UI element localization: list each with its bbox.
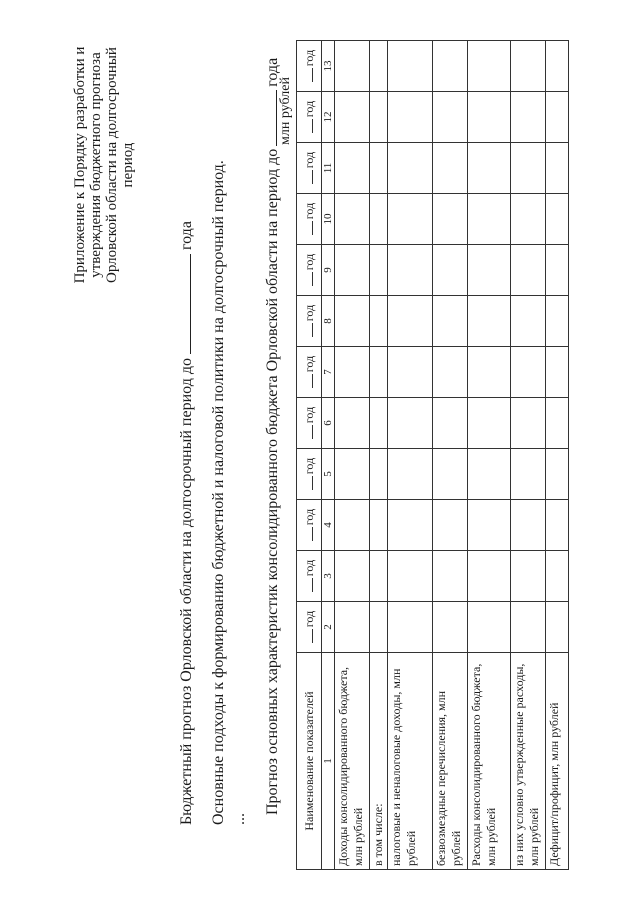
document-title-year-word: года [178,221,195,251]
forecast-year-blank [262,90,277,146]
column-number-row [322,41,335,870]
year-blank-underline [303,221,313,235]
table-cell [370,245,388,296]
table-cell [546,602,569,653]
table-cell [546,449,569,500]
row-label: Расходы консолидированного бюджета, млн рублей [468,653,511,870]
year-word: год [301,559,316,577]
appendix-line-3: Орловской области на долгосрочный [104,47,120,283]
row-label: из них условно утвержденные расходы, млн рублей [511,653,546,870]
table-cell [370,602,388,653]
column-number-cell: 7 [322,347,335,398]
document-title [176,85,196,825]
header-year-3 [297,551,322,602]
table-cell [511,398,546,449]
year-blank-underline [303,578,313,592]
row-label: в том числе: [370,653,388,870]
table-cell [370,92,388,143]
row-label: безвозмездные перечисления, млн рублей [433,653,468,870]
approaches-heading: Основные подходы к формированию бюджетной и налоговой политики на долгосрочный период. [210,160,227,825]
table-cell [433,194,468,245]
table-cell [388,449,433,500]
year-blank-underline [303,272,313,286]
table-cell [388,41,433,92]
table-cell [546,296,569,347]
table-cell [468,602,511,653]
forecast-table [296,40,569,870]
table-cell [468,449,511,500]
table-cell [335,245,370,296]
table-cell [511,602,546,653]
column-number-cell: 12 [322,92,335,143]
year-blank-underline [303,68,313,82]
table-cell [511,41,546,92]
table-cell [388,296,433,347]
table-cell [468,92,511,143]
table-cell [433,347,468,398]
year-word: год [301,253,316,271]
table-cell [546,398,569,449]
row-label: Доходы консолидированного бюджета, млн рублей [335,653,370,870]
year-blank-underline [303,323,313,337]
table-cell [388,551,433,602]
table-cell [388,500,433,551]
column-number-cell: 11 [322,143,335,194]
table-cell [335,347,370,398]
header-year-11 [297,143,322,194]
table-cell [335,500,370,551]
header-year-6 [297,398,322,449]
header-year-8 [297,296,322,347]
header-year-4 [297,500,322,551]
ellipsis-placeholder: ... [231,813,248,825]
table-row [433,41,468,870]
table-cell [433,41,468,92]
table-cell [511,347,546,398]
table-cell [388,92,433,143]
appendix-note [72,15,136,315]
table-cell [546,194,569,245]
year-blank-underline [303,374,313,388]
column-number-cell: 8 [322,296,335,347]
year-blank-underline [303,527,313,541]
column-number-cell: 5 [322,449,335,500]
forecast-caption-text: Прогноз основных характеристик консолидированного бюджета Орловской области на период до [264,148,281,815]
column-number-cell: 3 [322,551,335,602]
column-number-cell: 9 [322,245,335,296]
table-cell [468,245,511,296]
year-blank-underline [303,425,313,439]
table-row [468,41,511,870]
header-year-10 [297,194,322,245]
table-cell [433,92,468,143]
year-word: год [301,151,316,169]
column-number-cell: 10 [322,194,335,245]
table-cell [546,245,569,296]
table-cell [546,551,569,602]
document-title-text: Бюджетный прогноз Орловской области на долгосрочный период до [178,358,195,825]
year-blank-underline [303,170,313,184]
table-cell [433,143,468,194]
table-cell [335,194,370,245]
table-cell [433,398,468,449]
table-row [511,41,546,870]
column-number-cell: 2 [322,602,335,653]
table-cell [468,194,511,245]
table-header-row [297,41,322,870]
year-blank-underline [303,629,313,643]
table-cell [335,41,370,92]
table-cell [433,245,468,296]
table-cell [511,92,546,143]
header-year-5 [297,449,322,500]
units-label: млн рублей [278,77,293,145]
table-cell [546,347,569,398]
year-word: год [301,355,316,373]
appendix-line-4: период [120,142,136,188]
column-number-cell: 6 [322,398,335,449]
year-word: год [301,49,316,67]
table-cell [511,245,546,296]
year-word: год [301,304,316,322]
table-row [546,41,569,870]
table-cell [546,500,569,551]
header-year-12 [297,92,322,143]
table-cell [546,143,569,194]
year-word: год [301,508,316,526]
table-cell [468,296,511,347]
header-indicator-name: Наименование показателей [297,653,322,870]
table-cell [335,602,370,653]
table-cell [335,398,370,449]
header-year-13 [297,41,322,92]
table-cell [546,41,569,92]
table-cell [370,296,388,347]
year-word: год [301,100,316,118]
table-cell [433,602,468,653]
table-cell [388,143,433,194]
year-blank-underline [303,119,313,133]
column-number-cell: 4 [322,500,335,551]
table-body [335,41,569,870]
table-cell [388,398,433,449]
table-cell [335,296,370,347]
forecast-caption [262,57,282,815]
row-label: налоговые и неналоговые доходы, млн рублей [388,653,433,870]
table-cell [388,245,433,296]
table-cell [370,551,388,602]
table-row [370,41,388,870]
table-cell [468,551,511,602]
table-cell [370,449,388,500]
table-cell [546,92,569,143]
table-cell [468,41,511,92]
year-word: год [301,202,316,220]
title-year-blank [176,254,191,354]
appendix-line-2: утверждения бюджетного прогноза [88,52,104,278]
header-year-9 [297,245,322,296]
table-cell [335,449,370,500]
table-row [335,41,370,870]
table-cell [370,500,388,551]
table-cell [511,194,546,245]
table-cell [468,143,511,194]
table-cell [370,143,388,194]
table-cell [335,92,370,143]
table-cell [511,143,546,194]
table-cell [388,194,433,245]
table-cell [370,194,388,245]
table-cell [468,347,511,398]
table-cell [433,296,468,347]
table-cell [468,398,511,449]
table-cell [511,500,546,551]
table-cell [370,41,388,92]
table-cell [388,347,433,398]
table-cell [433,551,468,602]
column-number-cell: 13 [322,41,335,92]
table-cell [511,296,546,347]
table-row [388,41,433,870]
table-cell [370,398,388,449]
table-cell [433,500,468,551]
row-label: Дефицит/профицит, млн рублей [546,653,569,870]
column-number-cell: 1 [322,653,335,870]
table-cell [468,500,511,551]
year-word: год [301,610,316,628]
year-blank-underline [303,476,313,490]
table-cell [511,449,546,500]
forecast-caption-year-word: года [264,57,281,87]
appendix-line-1: Приложение к Порядку разработки и [72,46,88,284]
table-cell [388,602,433,653]
table-cell [370,347,388,398]
table-cell [335,551,370,602]
year-word: год [301,457,316,475]
table-cell [433,449,468,500]
header-year-2 [297,602,322,653]
header-year-7 [297,347,322,398]
year-word: год [301,406,316,424]
table-cell [511,551,546,602]
table-cell [335,143,370,194]
